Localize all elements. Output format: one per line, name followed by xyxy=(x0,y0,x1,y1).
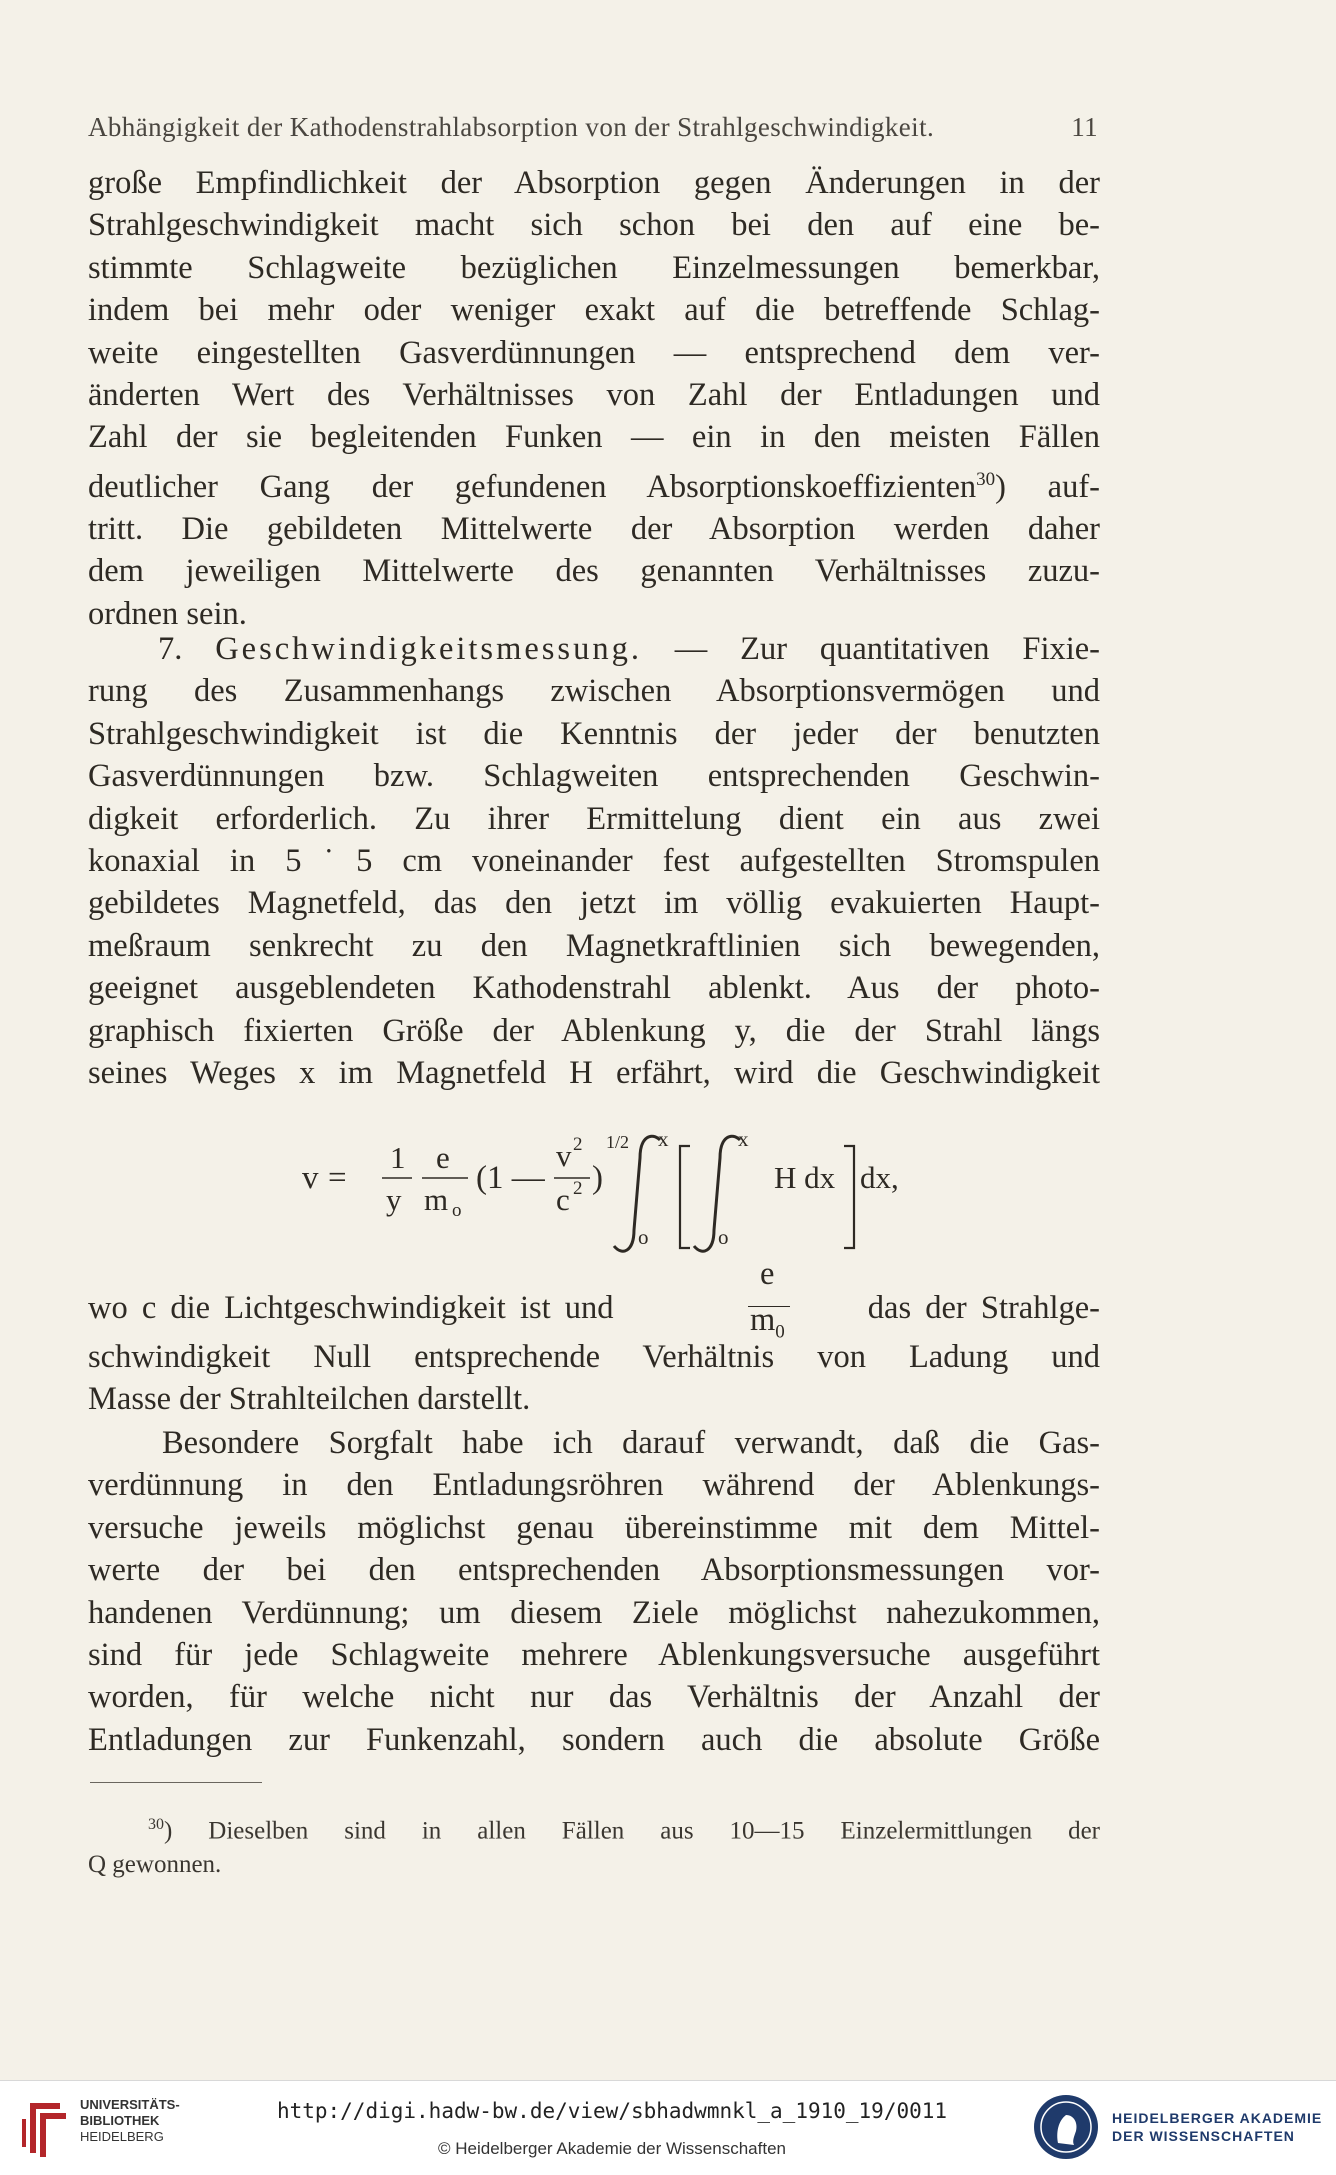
text-line: digkeit erforderlich. Zu ihrer Ermittelung dient ein aus zwei xyxy=(88,800,1100,837)
copyright-notice: © Heidelberger Akademie der Wissenschaften xyxy=(438,2139,786,2158)
paragraph-3 xyxy=(88,1336,1100,1421)
paren-close: ) xyxy=(592,1160,603,1196)
viewer-footer xyxy=(0,2080,1336,2175)
int1-lower-limit: o xyxy=(638,1225,649,1249)
paragraph-2 xyxy=(88,628,1100,1094)
int2-upper-limit: x xyxy=(738,1127,749,1151)
velocity-formula xyxy=(300,1128,1060,1258)
frac2-denominator-sub: o xyxy=(452,1200,462,1221)
integrand: H dx xyxy=(774,1160,836,1195)
text-line: konaxial in 5˙5 cm voneinander fest aufgestellten Stromspulen xyxy=(88,843,1100,880)
text-line: große Empfindlichkeit der Absorption gegen Änderungen in der xyxy=(88,165,1100,201)
text-line: Gasverdünnungen bzw. Schlagweiten entsprechenden Geschwin- xyxy=(88,758,1100,795)
text-line: graphisch fixierten Größe der Ablenkung y, die der Strahl längs xyxy=(88,1012,1100,1049)
frac3-numerator-exp: 2 xyxy=(573,1134,583,1155)
text-line: ordnen sein. xyxy=(88,595,247,632)
text-line: gebildetes Magnetfeld, das den jetzt im völlig evakuierten Haupt- xyxy=(88,885,1100,922)
section-number: 7. xyxy=(158,631,183,667)
outer-exponent: 1/2 xyxy=(606,1132,630,1152)
text-line: Strahlgeschwindigkeit macht sich schon bei den auf eine be- xyxy=(88,207,1100,244)
footnote-rule xyxy=(90,1782,262,1783)
formula-equals: = xyxy=(328,1160,347,1196)
int2-lower-limit: o xyxy=(718,1225,729,1249)
integral-sign-icon xyxy=(694,1136,740,1251)
integral-sign-icon xyxy=(614,1136,660,1251)
footnote-line: $^{30}$) Dieselben sind in allen Fällen aus 10—15 Einzelermittlungen der xyxy=(148,1816,1100,1845)
bracket-close-icon xyxy=(844,1146,854,1248)
academy-seal-icon xyxy=(1032,2093,1100,2161)
paren-open: (1 — xyxy=(476,1160,545,1196)
formula-lhs: v xyxy=(302,1160,319,1196)
frac1-numerator: 1 xyxy=(390,1140,406,1175)
ratio-denominator: $m_0$ xyxy=(750,1302,785,1343)
ratio-numerator: e xyxy=(760,1256,775,1292)
text-segment: wo c die Lichtgeschwindigkeit ist und xyxy=(88,1290,614,1326)
paragraph-1 xyxy=(88,162,1100,635)
frac3-denominator: c xyxy=(556,1182,570,1217)
text-line: meßraum senkrecht zu den Magnetkraftlinien sich bewegenden, xyxy=(88,927,1100,964)
library-logo-icon xyxy=(16,2095,76,2161)
page-number: 11 xyxy=(1071,112,1098,142)
text-line: sind für jede Schlagweite mehrere Ablenkungsversuche ausgeführt xyxy=(88,1637,1100,1674)
text-line: indem bei mehr oder weniger exakt auf die betreffende Schlag- xyxy=(88,292,1100,329)
paragraph-4 xyxy=(88,1422,1100,1761)
frac2-denominator: m xyxy=(424,1182,449,1217)
text-line: dem jeweiligen Mittelwerte des genannten Verhältnisses zuzu- xyxy=(88,553,1100,590)
text-line: stimmte Schlagweite bezüglichen Einzelmessungen bemerkbar, xyxy=(88,249,1100,286)
footnote-marker: 30 xyxy=(148,1816,164,1833)
running-title: Abhängigkeit der Kathodenstrahlabsorption von der Strahlgeschwindigkeit. xyxy=(88,112,935,142)
text-line: worden, für welche nicht nur das Verhältnis der Anzahl der xyxy=(88,1679,1100,1716)
text-line: Besondere Sorgfalt habe ich darauf verwandt, daß die Gas- xyxy=(162,1425,1100,1461)
text-line: Entladungen zur Funkenzahl, sondern auch die absolute Größe xyxy=(88,1721,1100,1758)
text-line: geeignet ausgeblendeten Kathodenstrahl ablenkt. Aus der photo- xyxy=(88,970,1100,1007)
text-line: deutlicher Gang der gefundenen Absorptionskoeffizienten$^{30}$) auf- xyxy=(88,468,1100,505)
frac2-numerator: e xyxy=(436,1140,450,1175)
text-line: werte der bei den entsprechenden Absorptionsmessungen vor- xyxy=(88,1552,1100,1589)
text-line: schwindigkeit Null entsprechende Verhältnis von Ladung und xyxy=(88,1339,1100,1375)
text-line: weite eingestellten Gasverdünnungen — entsprechend dem ver- xyxy=(88,334,1100,371)
footnote-line: Q gewonnen. xyxy=(88,1851,222,1879)
text-line: Zahl der sie begleitenden Funken — ein in den meisten Fällen xyxy=(88,419,1100,456)
text-line: Strahlgeschwindigkeit ist die Kenntnis der jeder der benutzten xyxy=(88,715,1100,752)
text-segment: das der Strahlge- xyxy=(867,1290,1100,1326)
bracket-open-icon xyxy=(680,1146,690,1248)
permalink-url[interactable]: http://digi.hadw-bw.de/view/sbhadwmnkl_a_1910_19/0011 xyxy=(276,2099,948,2123)
text-line: änderten Wert des Verhältnisses von Zahl der Entladungen und xyxy=(88,377,1100,414)
library-name: UNIVERSITÄTS- BIBLIOTHEK HEIDELBERG xyxy=(80,2097,180,2144)
trailing-dx: dx, xyxy=(860,1160,899,1195)
section-heading-line: 7. Geschwindigkeitsmessung. — Zur quantitativen Fixie- xyxy=(158,631,1101,667)
text-line: versuche jeweils möglichst genau übereinstimme mit dem Mittel- xyxy=(88,1509,1100,1546)
text-line: tritt. Die gebildeten Mittelwerte der Absorption werden daher xyxy=(88,511,1100,548)
text-line: seines Weges x im Magnetfeld H erfährt, wird die Geschwindigkeit xyxy=(88,1055,1100,1092)
text-line-with-ratio xyxy=(88,1256,1100,1343)
text-line: verdünnung in den Entladungsröhren während der Ablenkungs- xyxy=(88,1467,1100,1504)
text-line: rung des Zusammenhangs zwischen Absorptionsvermögen und xyxy=(88,673,1100,710)
frac3-denominator-exp: 2 xyxy=(573,1178,583,1199)
frac3-numerator: v xyxy=(556,1138,572,1173)
running-head xyxy=(88,112,1098,143)
footnote-reference: 30 xyxy=(976,468,996,490)
frac1-denominator: y xyxy=(386,1182,402,1217)
text-line: handenen Verdünnung; um diesem Ziele möglichst nahezukommen, xyxy=(88,1594,1100,1631)
section-title: Geschwindigkeitsmessung. xyxy=(215,631,642,667)
footnote xyxy=(88,1808,1100,1882)
text-line: Masse der Strahlteilchen darstellt. xyxy=(88,1381,531,1418)
academy-name: HEIDELBERGER AKADEMIE DER WISSENSCHAFTEN xyxy=(1112,2110,1323,2144)
int1-upper-limit: x xyxy=(658,1127,669,1151)
